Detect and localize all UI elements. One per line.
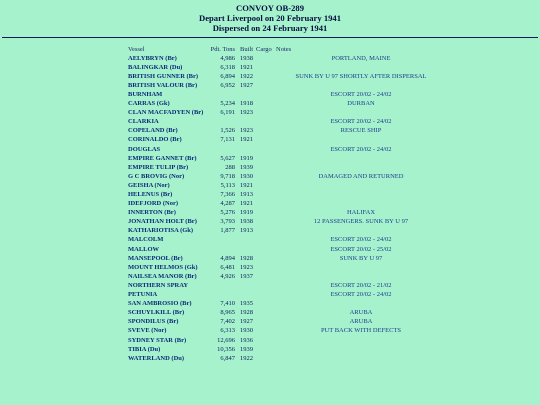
year-built-cell xyxy=(238,245,256,254)
vessel-name-cell: INNERTON (Br) xyxy=(128,209,176,217)
cargo-cell xyxy=(256,90,276,99)
tonnage-cell xyxy=(207,235,238,244)
notes-cell xyxy=(276,190,446,199)
table-row xyxy=(128,72,446,81)
cargo-cell xyxy=(256,263,276,272)
cargo-cell xyxy=(256,281,276,290)
notes-cell: DURBAN xyxy=(347,100,375,108)
tonnage-cell: 5,276 xyxy=(220,209,235,217)
notes-cell: ESCORT 20/02 - 25/02 xyxy=(330,245,392,253)
vessel-name-cell: DOUGLAS xyxy=(128,145,161,153)
year-built-cell xyxy=(238,145,256,154)
vessel-name-cell: CLARKIA xyxy=(128,118,159,126)
tonnage-cell xyxy=(207,245,238,254)
tonnage-cell: 9,718 xyxy=(220,172,235,180)
vessel-name-cell: MANSEPOOL (Br) xyxy=(128,254,183,262)
year-built-cell: 1930 xyxy=(240,172,253,180)
notes-cell: ARUBA xyxy=(349,309,373,317)
year-built-cell: 1923 xyxy=(240,127,253,135)
notes-cell: ESCORT 20/02 - 24/02 xyxy=(330,236,392,244)
tonnage-cell: 6,847 xyxy=(220,354,235,362)
table-row xyxy=(128,336,446,345)
vessel-name-cell: CORINALDO (Br) xyxy=(128,136,182,144)
cargo-cell xyxy=(256,199,276,208)
year-built-cell: 1921 xyxy=(240,136,253,144)
table-row xyxy=(128,135,446,144)
year-built-cell: 1921 xyxy=(240,63,253,71)
tonnage-cell: 8,965 xyxy=(220,309,235,317)
year-built-cell: 1936 xyxy=(240,336,253,344)
year-built-cell: 1918 xyxy=(240,100,253,108)
notes-cell xyxy=(276,226,446,235)
table-row xyxy=(128,235,446,244)
notes-cell xyxy=(276,272,446,281)
year-built-cell: 1935 xyxy=(240,300,253,308)
cargo-cell xyxy=(256,254,276,263)
table-row xyxy=(128,145,446,154)
year-built-cell xyxy=(238,290,256,299)
tonnage-cell: 7,366 xyxy=(220,191,235,199)
notes-cell xyxy=(276,336,446,345)
tonnage-cell: 4,926 xyxy=(220,272,235,280)
table-row xyxy=(128,54,446,63)
year-built-cell: 1919 xyxy=(240,154,253,162)
vessel-name-cell: SPONDILUS (Br) xyxy=(128,318,179,326)
notes-cell xyxy=(276,299,446,308)
cargo-cell xyxy=(256,354,276,363)
tonnage-cell: 6,313 xyxy=(220,327,235,335)
year-built-cell: 1937 xyxy=(240,272,253,280)
year-built-cell xyxy=(238,117,256,126)
tonnage-cell xyxy=(207,281,238,290)
tonnage-cell: 6,318 xyxy=(220,63,235,71)
year-built-cell: 1939 xyxy=(240,345,253,353)
table-header-row xyxy=(128,45,446,54)
cargo-cell xyxy=(256,163,276,172)
vessel-name-cell: IDEFJORD (Nor) xyxy=(128,200,179,208)
year-built-cell xyxy=(238,90,256,99)
notes-cell: DAMAGED AND RETURNED xyxy=(318,172,404,180)
notes-cell xyxy=(276,135,446,144)
cargo-cell xyxy=(256,54,276,63)
notes-cell: PORTLAND, MAINE xyxy=(331,54,391,62)
table-row xyxy=(128,326,446,335)
vessel-name-cell: PETUNIA xyxy=(128,291,158,299)
vessel-name-cell: EMPIRE TULIP (Br) xyxy=(128,163,189,171)
notes-cell xyxy=(276,154,446,163)
cargo-cell xyxy=(256,208,276,217)
year-built-cell: 1922 xyxy=(240,354,253,362)
cargo-cell xyxy=(256,63,276,72)
header-divider xyxy=(2,37,538,38)
column-header-cargo: Cargo xyxy=(256,45,272,53)
table-row xyxy=(128,354,446,363)
notes-cell xyxy=(276,354,446,363)
table-row xyxy=(128,208,446,217)
column-header-vessel: Vessel xyxy=(128,45,145,53)
vessel-name-cell: MOUNT HELMOS (Gk) xyxy=(128,263,198,271)
vessel-name-cell: JONATHAN HOLT (Br) xyxy=(128,218,197,226)
tonnage-cell xyxy=(207,290,238,299)
vessel-name-cell: SYDNEY STAR (Br) xyxy=(128,336,187,344)
cargo-cell xyxy=(256,108,276,117)
tonnage-cell: 6,191 xyxy=(220,109,235,117)
vessel-name-cell: BRITISH GUNNER (Br) xyxy=(128,72,199,80)
tonnage-cell xyxy=(207,117,238,126)
convoy-header xyxy=(0,0,540,34)
notes-cell xyxy=(276,81,446,90)
column-header-notes: Notes xyxy=(276,45,292,53)
table-row xyxy=(128,226,446,235)
notes-cell xyxy=(276,345,446,354)
table-row xyxy=(128,90,446,99)
vessel-name-cell: BRITISH VALOUR (Br) xyxy=(128,81,198,89)
depart-line: Depart Liverpool on 20 February 1941 xyxy=(198,13,342,24)
cargo-cell xyxy=(256,317,276,326)
cargo-cell xyxy=(256,181,276,190)
notes-cell xyxy=(276,163,446,172)
tonnage-cell: 4,986 xyxy=(220,54,235,62)
tonnage-cell: 7,131 xyxy=(220,136,235,144)
year-built-cell xyxy=(238,235,256,244)
vessel-name-cell: CARRAS (Gk) xyxy=(128,100,170,108)
notes-cell: ESCORT 20/02 - 24/02 xyxy=(330,118,392,126)
tonnage-cell: 5,234 xyxy=(220,100,235,108)
year-built-cell: 1919 xyxy=(240,209,253,217)
vessel-name-cell: KATHARIOTISA (Gk) xyxy=(128,227,194,235)
vessel-name-cell: WATERLAND (Du) xyxy=(128,354,185,362)
vessel-name-cell: MALCOLM xyxy=(128,236,164,244)
notes-cell: SUNK BY U 97 xyxy=(339,254,383,262)
table-row xyxy=(128,117,446,126)
table-row xyxy=(128,299,446,308)
tonnage-cell: 12,696 xyxy=(217,336,235,344)
year-built-cell xyxy=(238,281,256,290)
year-built-cell: 1921 xyxy=(240,181,253,189)
tonnage-cell xyxy=(207,90,238,99)
tonnage-cell: 6,481 xyxy=(220,263,235,271)
convoy-table xyxy=(128,45,446,363)
table-row xyxy=(128,163,446,172)
notes-cell: ESCORT 20/02 - 24/02 xyxy=(330,291,392,299)
notes-cell: 12 PASSENGERS. SUNK BY U 97 xyxy=(313,218,409,226)
year-built-cell: 1923 xyxy=(240,263,253,271)
year-built-cell: 1927 xyxy=(240,318,253,326)
cargo-cell xyxy=(256,172,276,181)
dispersed-line: Dispersed on 24 February 1941 xyxy=(212,23,328,34)
vessel-name-cell: CLAN MACFADYEN (Br) xyxy=(128,109,204,117)
notes-cell xyxy=(276,108,446,117)
year-built-cell: 1921 xyxy=(240,200,253,208)
vessel-name-cell: BURNHAM xyxy=(128,90,163,98)
vessel-name-cell: NAILSEA MANOR (Br) xyxy=(128,272,197,280)
cargo-cell xyxy=(256,235,276,244)
tonnage-cell: 1,526 xyxy=(220,127,235,135)
vessel-name-cell: G C BROVIG (Nor) xyxy=(128,172,185,180)
notes-cell: ARUBA xyxy=(349,318,373,326)
cargo-cell xyxy=(256,245,276,254)
table-row xyxy=(128,154,446,163)
year-built-cell: 1938 xyxy=(240,218,253,226)
cargo-cell xyxy=(256,299,276,308)
table-row xyxy=(128,263,446,272)
cargo-cell xyxy=(256,290,276,299)
tonnage-cell: 4,287 xyxy=(220,200,235,208)
cargo-cell xyxy=(256,217,276,226)
table-row xyxy=(128,245,446,254)
notes-cell: HALIFAX xyxy=(346,209,376,217)
notes-cell: PUT BACK WITH DEFECTS xyxy=(320,327,402,335)
vessel-name-cell: SAN AMBROSIO (Br) xyxy=(128,300,192,308)
tonnage-cell: 7,402 xyxy=(220,318,235,326)
table-row xyxy=(128,254,446,263)
table-row xyxy=(128,199,446,208)
cargo-cell xyxy=(256,72,276,81)
cargo-cell xyxy=(256,308,276,317)
tonnage-cell xyxy=(207,145,238,154)
cargo-cell xyxy=(256,336,276,345)
tonnage-cell: 6,894 xyxy=(220,72,235,80)
tonnage-cell: 3,793 xyxy=(220,218,235,226)
year-built-cell: 1938 xyxy=(240,54,253,62)
year-built-cell: 1939 xyxy=(240,163,253,171)
tonnage-cell: 5,627 xyxy=(220,154,235,162)
vessel-name-cell: EMPIRE GANNET (Br) xyxy=(128,154,197,162)
notes-cell: ESCORT 20/02 - 24/02 xyxy=(330,90,392,98)
year-built-cell: 1922 xyxy=(240,72,253,80)
vessel-name-cell: NORTHERN SPRAY xyxy=(128,281,189,289)
tonnage-cell: 6,952 xyxy=(220,81,235,89)
table-row xyxy=(128,272,446,281)
vessel-name-cell: MALLOW xyxy=(128,245,160,253)
vessel-name-cell: SVEVE (Nor) xyxy=(128,327,167,335)
notes-cell xyxy=(276,181,446,190)
cargo-cell xyxy=(256,145,276,154)
vessel-name-cell: SCHUYLKILL (Br) xyxy=(128,309,185,317)
notes-cell: ESCORT 20/02 - 24/02 xyxy=(330,145,392,153)
cargo-cell xyxy=(256,135,276,144)
table-row xyxy=(128,108,446,117)
cargo-cell xyxy=(256,99,276,108)
cargo-cell xyxy=(256,126,276,135)
cargo-cell xyxy=(256,345,276,354)
year-built-cell: 1928 xyxy=(240,254,253,262)
notes-cell xyxy=(276,199,446,208)
tonnage-cell: 1,877 xyxy=(220,227,235,235)
table-row xyxy=(128,126,446,135)
page-title: CONVOY OB-289 xyxy=(235,3,305,13)
year-built-cell: 1927 xyxy=(240,81,253,89)
notes-cell xyxy=(276,263,446,272)
cargo-cell xyxy=(256,190,276,199)
table-row xyxy=(128,81,446,90)
tonnage-cell: 288 xyxy=(225,163,235,171)
tonnage-cell: 7,410 xyxy=(220,300,235,308)
vessel-name-cell: BALINGKAR (Du) xyxy=(128,63,183,71)
vessel-name-cell: HELENUS (Br) xyxy=(128,191,173,199)
vessel-name-cell: AELYBRYN (Br) xyxy=(128,54,177,62)
table-row xyxy=(128,172,446,181)
table-row xyxy=(128,281,446,290)
table-row xyxy=(128,181,446,190)
cargo-cell xyxy=(256,117,276,126)
year-built-cell: 1913 xyxy=(240,227,253,235)
year-built-cell: 1923 xyxy=(240,109,253,117)
table-row xyxy=(128,345,446,354)
notes-cell xyxy=(276,63,446,72)
column-header-tons: Pdt. Tons xyxy=(210,45,235,53)
cargo-cell xyxy=(256,154,276,163)
table-row xyxy=(128,99,446,108)
notes-cell: RESCUE SHIP xyxy=(340,127,382,135)
vessel-name-cell: TIBIA (Du) xyxy=(128,345,161,353)
notes-cell: ESCORT 20/02 - 21/02 xyxy=(330,281,392,289)
tonnage-cell: 4,894 xyxy=(220,254,235,262)
tonnage-cell: 10,356 xyxy=(217,345,235,353)
notes-cell: SUNK BY U 97 SHORTLY AFTER DISPERSAL xyxy=(295,72,427,80)
tonnage-cell: 5,113 xyxy=(220,181,235,189)
table-row xyxy=(128,63,446,72)
vessel-name-cell: GEISHA (Nor) xyxy=(128,181,170,189)
year-built-cell: 1930 xyxy=(240,327,253,335)
cargo-cell xyxy=(256,226,276,235)
year-built-cell: 1928 xyxy=(240,309,253,317)
table-row xyxy=(128,290,446,299)
year-built-cell: 1913 xyxy=(240,191,253,199)
table-row xyxy=(128,190,446,199)
column-header-built: Built xyxy=(240,45,254,53)
vessel-name-cell: COPELAND (Br) xyxy=(128,127,178,135)
cargo-cell xyxy=(256,326,276,335)
table-row xyxy=(128,308,446,317)
table-row xyxy=(128,217,446,226)
table-row xyxy=(128,317,446,326)
cargo-cell xyxy=(256,272,276,281)
cargo-cell xyxy=(256,81,276,90)
